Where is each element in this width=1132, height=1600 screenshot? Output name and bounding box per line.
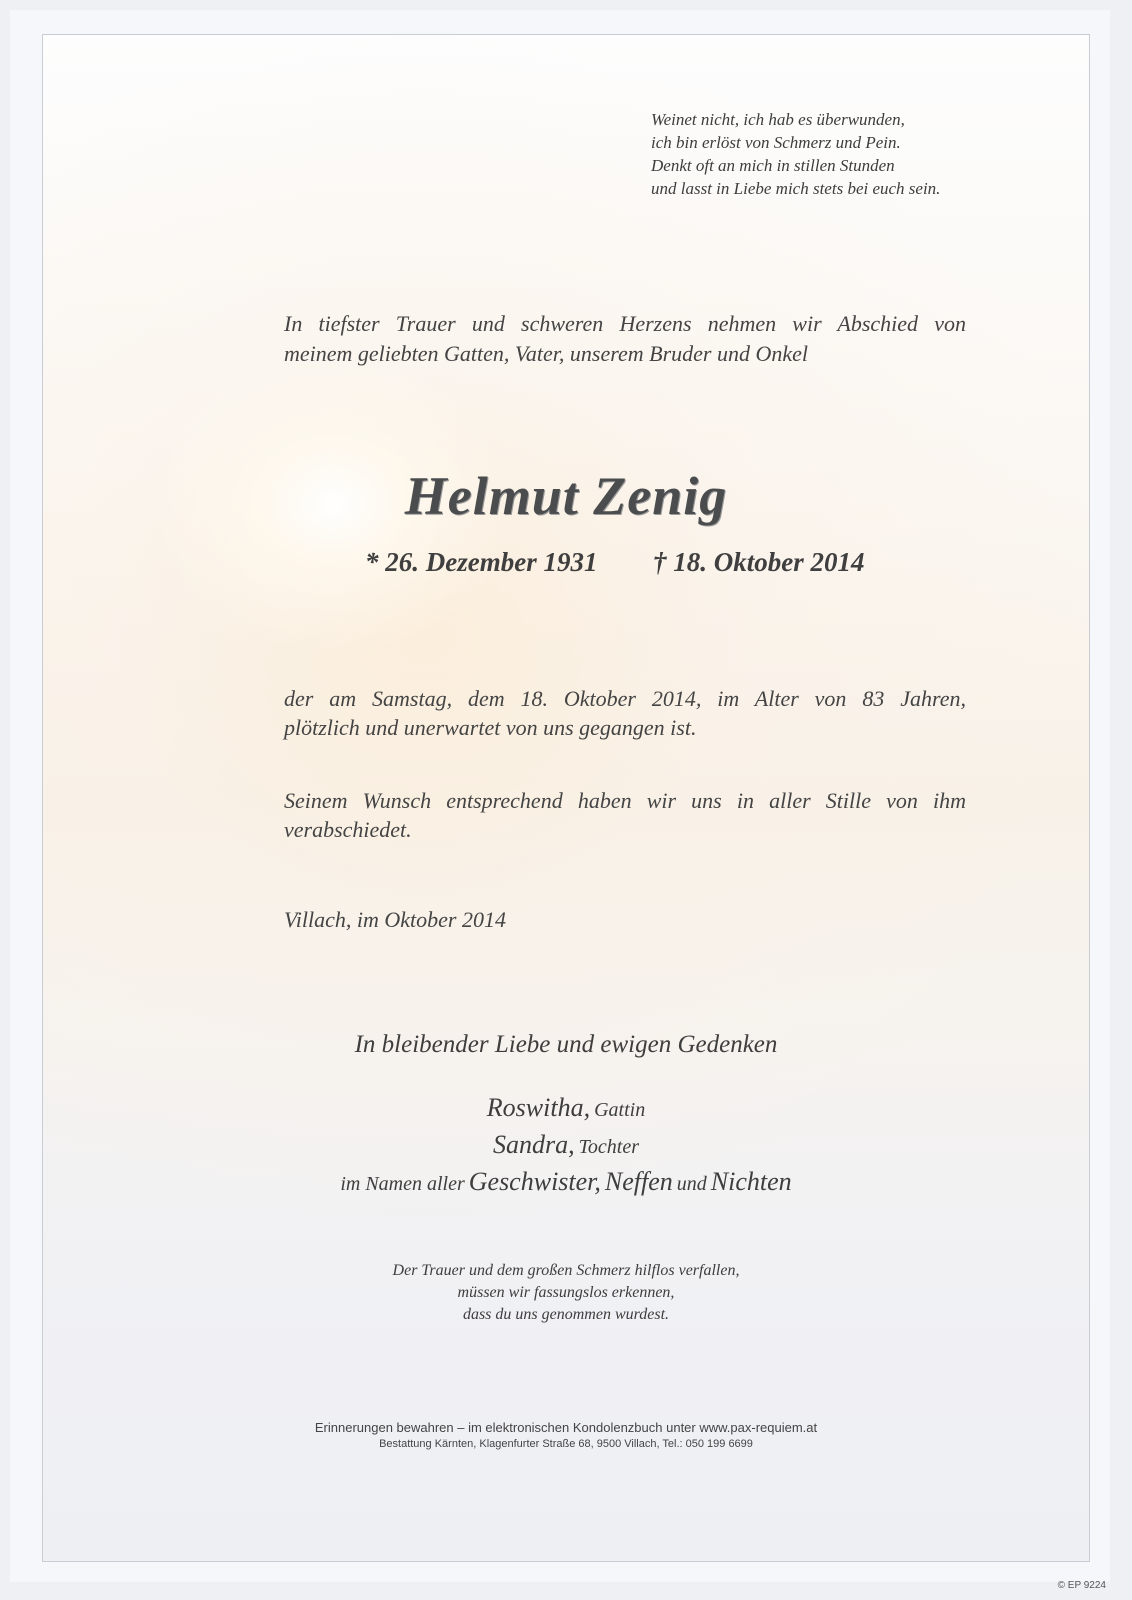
birth-date: * 26. Dezember 1931 <box>365 547 598 577</box>
condolence-note: Erinnerungen bewahren – im elektronischen Kondolenzbuch unter www.pax-requiem.at <box>314 1420 818 1435</box>
obituary-card <box>42 34 1090 1562</box>
deceased-name: Helmut Zenig <box>404 466 728 526</box>
intro-line: In tiefster Trauer und schweren Herzens nehmen wir Abschied von <box>284 311 966 336</box>
death-date: † 18. Oktober 2014 <box>653 547 865 577</box>
poem-line: Denkt oft an mich in stillen Stunden <box>651 156 895 175</box>
death-details <box>284 684 966 742</box>
paragraph-line: Seinem Wunsch entsprechend haben wir uns in aller Stille von ihm <box>284 788 966 813</box>
intro-text <box>284 309 966 369</box>
paragraph-line: plötzlich und unerwartet von uns gegangen ist. <box>284 715 697 740</box>
family-role: Gattin <box>594 1099 646 1121</box>
page-sheet <box>10 10 1110 1582</box>
document-code: © EP 9224 <box>1057 1580 1106 1591</box>
funeral-home-address: Bestattung Kärnten, Klagenfurter Straße 68, 9500 Villach, Tel.: 050 199 6699 <box>379 1438 753 1450</box>
family-relatives <box>43 1167 1089 1197</box>
family-role: Tochter <box>578 1136 639 1158</box>
poem-line: ich bin erlöst von Schmerz und Pein. <box>651 133 901 152</box>
relatives-nieces: Nichten <box>710 1167 792 1196</box>
relatives-prefix: im Namen aller <box>340 1173 465 1195</box>
opening-poem <box>651 108 940 200</box>
poem-line: Weinet nicht, ich hab es überwunden, <box>651 110 905 129</box>
relatives-siblings: Geschwister, <box>468 1167 601 1196</box>
family-member-daughter <box>43 1130 1089 1160</box>
farewell-note <box>284 786 966 844</box>
poem-line: dass du uns genommen wurdest. <box>462 1306 670 1323</box>
family-name: Roswitha, <box>486 1093 591 1122</box>
poem-line: müssen wir fassungslos erkennen, <box>457 1284 675 1301</box>
paragraph-line: verabschiedet. <box>284 817 412 842</box>
poem-line: und lasst in Liebe mich stets bei euch sein. <box>651 179 941 198</box>
relatives-nephews: Neffen <box>604 1167 673 1196</box>
paragraph-line: der am Samstag, dem 18. Oktober 2014, im Alter von 83 Jahren, <box>284 686 966 711</box>
closing-poem <box>43 1260 1089 1326</box>
poem-line: Der Trauer und dem großen Schmerz hilflos verfallen, <box>392 1262 740 1279</box>
remembrance-line: In bleibender Liebe und ewigen Gedenken <box>354 1031 778 1058</box>
relatives-and: und <box>676 1173 707 1195</box>
family-member-wife <box>43 1093 1089 1123</box>
family-name: Sandra, <box>492 1130 575 1159</box>
intro-line: meinem geliebten Gatten, Vater, unserem Bruder und Onkel <box>284 341 809 366</box>
place-date: Villach, im Oktober 2014 <box>284 907 506 932</box>
